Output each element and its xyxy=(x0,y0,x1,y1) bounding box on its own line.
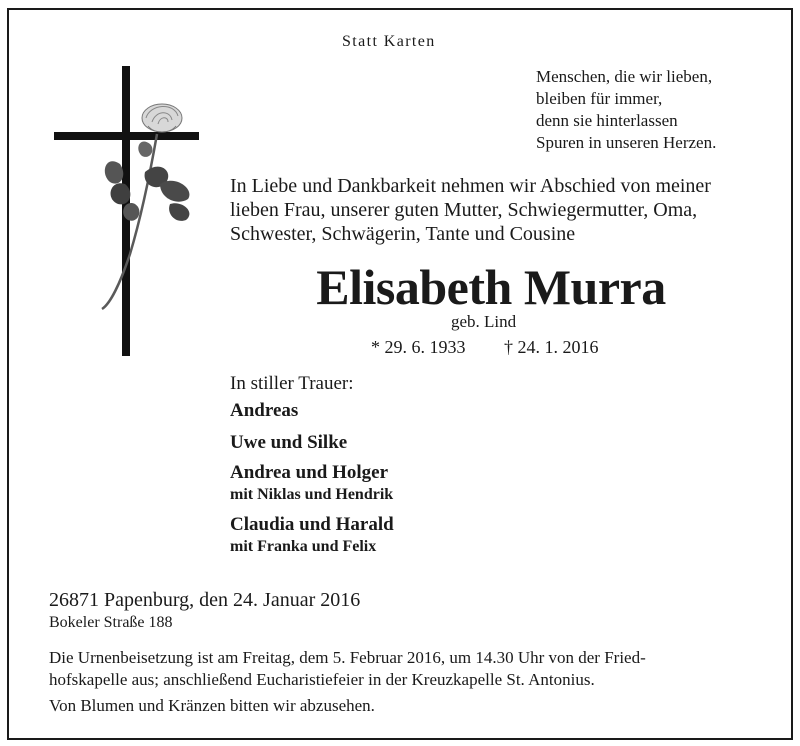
statt-karten-heading: Statt Karten xyxy=(342,33,436,50)
mourner-name: Andreas xyxy=(230,400,299,421)
birth-date: * 29. 6. 1933 xyxy=(371,337,466,357)
intro-line: Schwester, Schwägerin, Tante und Cousine xyxy=(230,223,576,245)
poem-line: bleiben für immer, xyxy=(536,89,663,108)
poem-line: denn sie hinterlassen xyxy=(536,111,678,130)
death-date: † 24. 1. 2016 xyxy=(504,337,599,357)
intro-line: In Liebe und Dankbarkeit nehmen wir Abschied von meiner xyxy=(230,175,711,197)
mourner-children: mit Niklas und Hendrik xyxy=(230,486,394,503)
deceased-name: Elisabeth Murra xyxy=(316,259,666,315)
mourner-children: mit Franka und Felix xyxy=(230,538,377,555)
funeral-line: Die Urnenbeisetzung ist am Freitag, dem 5. Februar 2016, um 14.30 Uhr von der Fried- xyxy=(49,648,646,667)
mourner-name: Uwe und Silke xyxy=(230,432,348,453)
funeral-line: hofskapelle aus; anschließend Eucharistiefeier in der Kreuzkapelle St. Antonius. xyxy=(49,670,595,689)
mourners-heading: In stiller Trauer: xyxy=(230,373,354,394)
street-address: Bokeler Straße 188 xyxy=(49,614,173,631)
intro-line: lieben Frau, unserer guten Mutter, Schwiegermutter, Oma, xyxy=(230,199,698,221)
place-date: 26871 Papenburg, den 24. Januar 2016 xyxy=(49,589,361,611)
maiden-name: geb. Lind xyxy=(451,312,517,331)
funeral-notice xyxy=(49,647,749,691)
poem xyxy=(536,66,716,154)
intro-text xyxy=(230,174,711,246)
poem-line: Spuren in unseren Herzen. xyxy=(536,133,717,152)
mourner-name: Claudia und Harald xyxy=(230,514,394,535)
flowers-notice: Von Blumen und Kränzen bitten wir abzusehen. xyxy=(49,696,375,715)
poem-line: Menschen, die wir lieben, xyxy=(536,67,713,86)
mourner-name: Andrea und Holger xyxy=(230,462,389,483)
